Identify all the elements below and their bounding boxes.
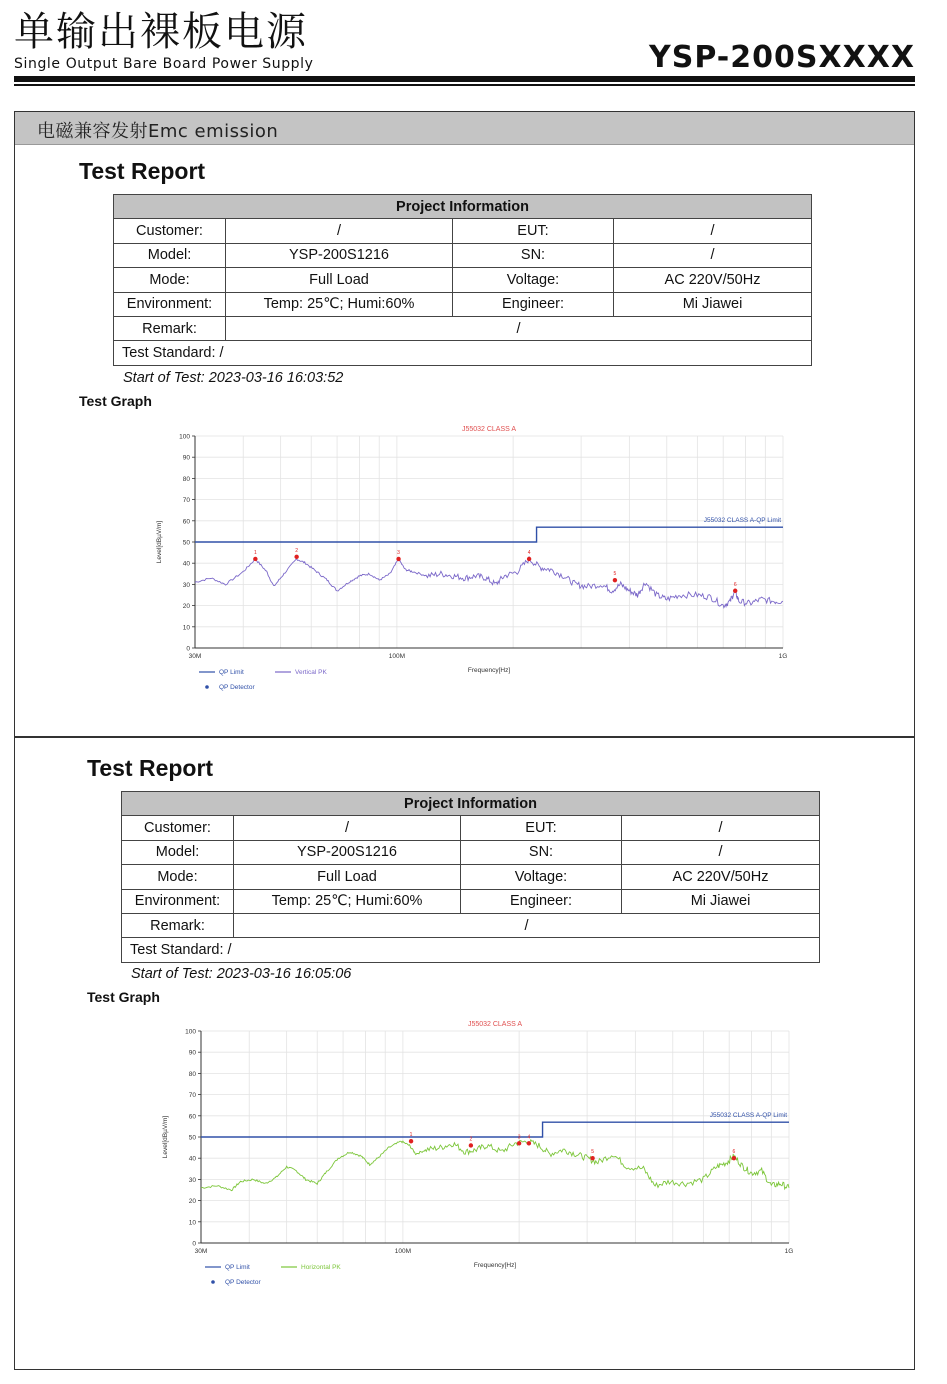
qp-detector-label: 2 (469, 1136, 473, 1143)
voltage-value: AC 220V/50Hz (622, 865, 820, 889)
qp-detector-label: 5 (613, 571, 617, 578)
emission-chart-vertical (139, 420, 788, 695)
start-of-test: Start of Test: 2023-03-16 16:05:06 (131, 966, 352, 982)
page-title-cn: 单输出裸板电源 (14, 9, 308, 55)
legend-detector: QP Detector (225, 1279, 261, 1286)
mode-value: Full Load (226, 268, 453, 292)
legend-detector: QP Detector (219, 684, 255, 691)
emission-chart-horizontal (145, 1015, 794, 1290)
y-tick-label: 10 (188, 1219, 196, 1227)
voltage-value: AC 220V/50Hz (614, 268, 812, 292)
legend-series: Vertical PK (295, 669, 327, 676)
report-divider (15, 736, 914, 738)
environment-value: Temp: 25℃; Humi:60% (234, 889, 461, 913)
y-tick-label: 100 (179, 433, 190, 441)
qp-limit-line (195, 527, 783, 542)
y-tick-label: 80 (188, 1070, 196, 1078)
legend-detector-swatch (205, 685, 209, 689)
mode-value: Full Load (234, 865, 461, 889)
sn-label: SN: (453, 243, 614, 267)
legend-series: Horizontal PK (301, 1264, 341, 1271)
mode-label: Mode: (114, 268, 226, 292)
x-axis-label: Frequency[Hz] (467, 667, 511, 674)
engineer-label: Engineer: (461, 889, 622, 913)
qp-detector-label: 3 (517, 1134, 521, 1141)
project-info-header: Project Information (114, 195, 812, 219)
y-tick-label: 30 (182, 581, 190, 589)
qp-detector-point (253, 557, 257, 561)
qp-detector-point (590, 1156, 594, 1160)
series-line (201, 1140, 789, 1191)
qp-detector-point (396, 557, 400, 561)
page-title-en: Single Output Bare Board Power Supply (14, 56, 314, 72)
x-tick-label: 1G (778, 653, 788, 660)
qp-detector-point (517, 1141, 521, 1145)
y-tick-label: 40 (188, 1155, 196, 1163)
qp-detector-label: 1 (409, 1132, 413, 1139)
emc-panel (14, 111, 915, 1370)
y-tick-label: 0 (186, 645, 190, 653)
eut-value: / (614, 219, 812, 243)
qp-limit-line (201, 1122, 789, 1137)
series-line (195, 557, 783, 608)
remark-label: Remark: (114, 316, 226, 340)
qp-detector-label: 2 (295, 547, 299, 554)
test-standard: Test Standard: / (114, 341, 812, 365)
x-tick-label: 100M (394, 1248, 412, 1255)
report-title: Test Report (87, 755, 214, 781)
section-bar (15, 112, 914, 145)
test-standard: Test Standard: / (122, 938, 820, 962)
section-title: 电磁兼容发射Emc emission (37, 121, 279, 142)
report-title: Test Report (79, 158, 206, 184)
eut-label: EUT: (461, 816, 622, 840)
environment-label: Environment: (122, 889, 234, 913)
qp-detector-label: 3 (397, 549, 400, 556)
qp-detector-point (294, 555, 298, 559)
qp-detector-label: 6 (732, 1149, 736, 1156)
sn-label: SN: (461, 840, 622, 864)
qp-detector-point (469, 1143, 473, 1147)
remark-label: Remark: (122, 913, 234, 937)
model-label: Model: (122, 840, 234, 864)
y-tick-label: 100 (185, 1028, 196, 1036)
y-tick-label: 70 (182, 497, 190, 505)
eut-label: EUT: (453, 219, 614, 243)
y-tick-label: 30 (188, 1176, 196, 1184)
qp-detector-point (527, 557, 531, 561)
qp-detector-point (409, 1139, 413, 1143)
x-tick-label: 30M (188, 653, 202, 660)
sn-value: / (614, 243, 812, 267)
mode-label: Mode: (122, 865, 234, 889)
qp-detector-label: 5 (591, 1149, 594, 1156)
environment-value: Temp: 25℃; Humi:60% (226, 292, 453, 316)
y-tick-label: 70 (188, 1092, 196, 1100)
qp-detector-point (732, 1156, 736, 1160)
test-graph-label: Test Graph (87, 989, 160, 1005)
y-tick-label: 50 (188, 1134, 196, 1142)
qp-detector-point (733, 589, 737, 593)
y-axis-label: Level[dBµV/m] (156, 520, 163, 564)
x-axis-label: Frequency[Hz] (473, 1262, 517, 1269)
y-tick-label: 50 (182, 539, 190, 547)
y-tick-label: 20 (188, 1198, 196, 1206)
y-tick-label: 60 (188, 1113, 196, 1121)
qp-detector-label: 4 (527, 1134, 531, 1141)
limit-label: J55032 CLASS A-QP Limit (703, 517, 781, 525)
legend-qp-limit: QP Limit (219, 669, 244, 676)
y-tick-label: 90 (188, 1049, 196, 1057)
test-graph-label: Test Graph (79, 393, 152, 409)
project-info-table (113, 194, 812, 366)
customer-value: / (226, 219, 453, 243)
y-tick-label: 80 (182, 475, 190, 483)
model-label: Model: (114, 243, 226, 267)
x-tick-label: 100M (388, 653, 406, 660)
chart-legend (205, 1264, 341, 1286)
legend-detector-swatch (211, 1280, 215, 1284)
chart-title: J55032 CLASS A (467, 1021, 523, 1028)
y-tick-label: 0 (192, 1240, 196, 1248)
qp-detector-label: 6 (733, 581, 737, 588)
chart-legend (199, 669, 327, 691)
limit-label: J55032 CLASS A-QP Limit (709, 1112, 787, 1120)
environment-label: Environment: (114, 292, 226, 316)
engineer-label: Engineer: (453, 292, 614, 316)
remark-value: / (226, 316, 812, 340)
x-tick-label: 30M (194, 1248, 208, 1255)
model-code: YSP-200SXXXX (649, 40, 915, 75)
x-tick-label: 1G (784, 1248, 794, 1255)
header-rule-thin (14, 84, 915, 86)
y-tick-label: 40 (182, 560, 190, 568)
y-axis-label: Level[dBµV/m] (162, 1115, 169, 1159)
eut-value: / (622, 816, 820, 840)
engineer-value: Mi Jiawei (622, 889, 820, 913)
y-tick-label: 60 (182, 518, 190, 526)
voltage-label: Voltage: (461, 865, 622, 889)
remark-value: / (234, 913, 820, 937)
legend-qp-limit: QP Limit (225, 1264, 250, 1271)
customer-label: Customer: (122, 816, 234, 840)
start-of-test: Start of Test: 2023-03-16 16:03:52 (123, 370, 344, 386)
model-value: YSP-200S1216 (234, 840, 461, 864)
y-tick-label: 90 (182, 454, 190, 462)
project-info-table (121, 791, 820, 963)
project-info-header: Project Information (122, 792, 820, 816)
customer-value: / (234, 816, 461, 840)
y-tick-label: 10 (182, 624, 190, 632)
y-tick-label: 20 (182, 603, 190, 611)
header-rule-thick (14, 76, 915, 82)
customer-label: Customer: (114, 219, 226, 243)
qp-detector-label: 4 (527, 549, 531, 556)
engineer-value: Mi Jiawei (614, 292, 812, 316)
qp-detector-label: 1 (253, 549, 257, 556)
qp-detector-point (613, 578, 617, 582)
qp-detector-point (527, 1141, 531, 1145)
sn-value: / (622, 840, 820, 864)
model-value: YSP-200S1216 (226, 243, 453, 267)
chart-title: J55032 CLASS A (461, 426, 517, 433)
voltage-label: Voltage: (453, 268, 614, 292)
